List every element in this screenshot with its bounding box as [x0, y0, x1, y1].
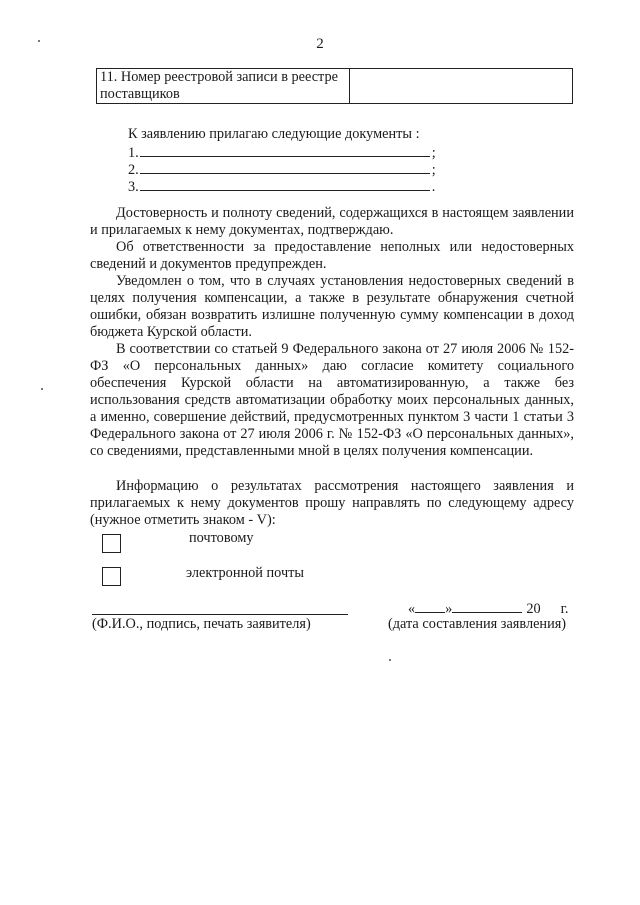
scan-speck: [38, 40, 40, 42]
paragraph-responsibility: Об ответственности за предоставление неполных или недостоверных сведений и документов предупрежден.: [90, 239, 574, 272]
checkbox-postal[interactable]: [102, 534, 121, 553]
registry-value-cell[interactable]: [350, 69, 573, 104]
signature-line[interactable]: [92, 613, 348, 615]
date-day-blank[interactable]: [415, 600, 445, 613]
scan-speck: [389, 659, 391, 661]
date-caption: (дата составления заявления): [388, 616, 567, 632]
attachment-item-number: 2.: [128, 162, 139, 178]
paragraph-personal-data-consent: В соответствии со статьей 9 Федерального закона от 27 июля 2006 № 152-ФЗ «О персональных данных» даю согласие комитету социального обеспечения Курской области на автоматизированную, а также без использования средств автоматизации обработку моих персональных данных, а именно, совершение действий, предусмотренных пунктом 3 части 1 статьи 3 Федерального закона от 27 июля 2006 г. № 152-ФЗ «О персональных данных», со сведениями, представленными мной в целях получения компенсации.: [90, 341, 574, 459]
paragraph-delivery-request: Информацию о результатах рассмотрения настоящего заявления и прилагаемых к нему документов прошу направлять по следующему адресу (нужное отметить знаком - V):: [90, 478, 574, 528]
attachment-blank-line[interactable]: [140, 143, 430, 157]
option-label-email: электронной почты: [186, 565, 304, 581]
attachment-blank-line[interactable]: [140, 177, 430, 191]
date-month-blank[interactable]: [452, 600, 522, 613]
attachment-item-number: 1.: [128, 145, 139, 161]
date-open-quote: «: [408, 601, 416, 617]
attachment-item-end: ;: [431, 162, 436, 178]
paragraph-notification: Уведомлен о том, что в случаях установления недостоверных сведений в целях получения компенсации, а также в результате обнаружения счетной ошибки, обязан возвратить излишне полученную сумму компенсации в доход бюджета Курской области.: [90, 273, 574, 340]
attachment-blank-line[interactable]: [140, 160, 430, 174]
registry-label: 11. Номер реестровой записи в реестре поставщиков: [97, 69, 350, 104]
scan-speck: [41, 388, 43, 390]
attachment-item-end: .: [431, 179, 436, 195]
paragraph-reliability: Достоверность и полноту сведений, содержащихся в настоящем заявлении и прилагаемых к нему документах, подтверждаю.: [90, 205, 574, 238]
signature-caption: (Ф.И.О., подпись, печать заявителя): [92, 616, 311, 632]
option-label-postal: почтовому: [189, 530, 254, 546]
attachments-intro: К заявлению прилагаю следующие документы :: [128, 126, 420, 142]
date-close-quote: »: [445, 601, 453, 617]
page-number: 2: [316, 36, 324, 52]
attachment-item-3[interactable]: [128, 177, 435, 196]
date-year: 20: [526, 601, 541, 617]
registry-table: [96, 68, 573, 104]
checkbox-email[interactable]: [102, 567, 121, 586]
attachment-item-end: ;: [431, 145, 436, 161]
attachment-item-number: 3.: [128, 179, 139, 195]
date-year-suffix: г.: [560, 601, 569, 617]
